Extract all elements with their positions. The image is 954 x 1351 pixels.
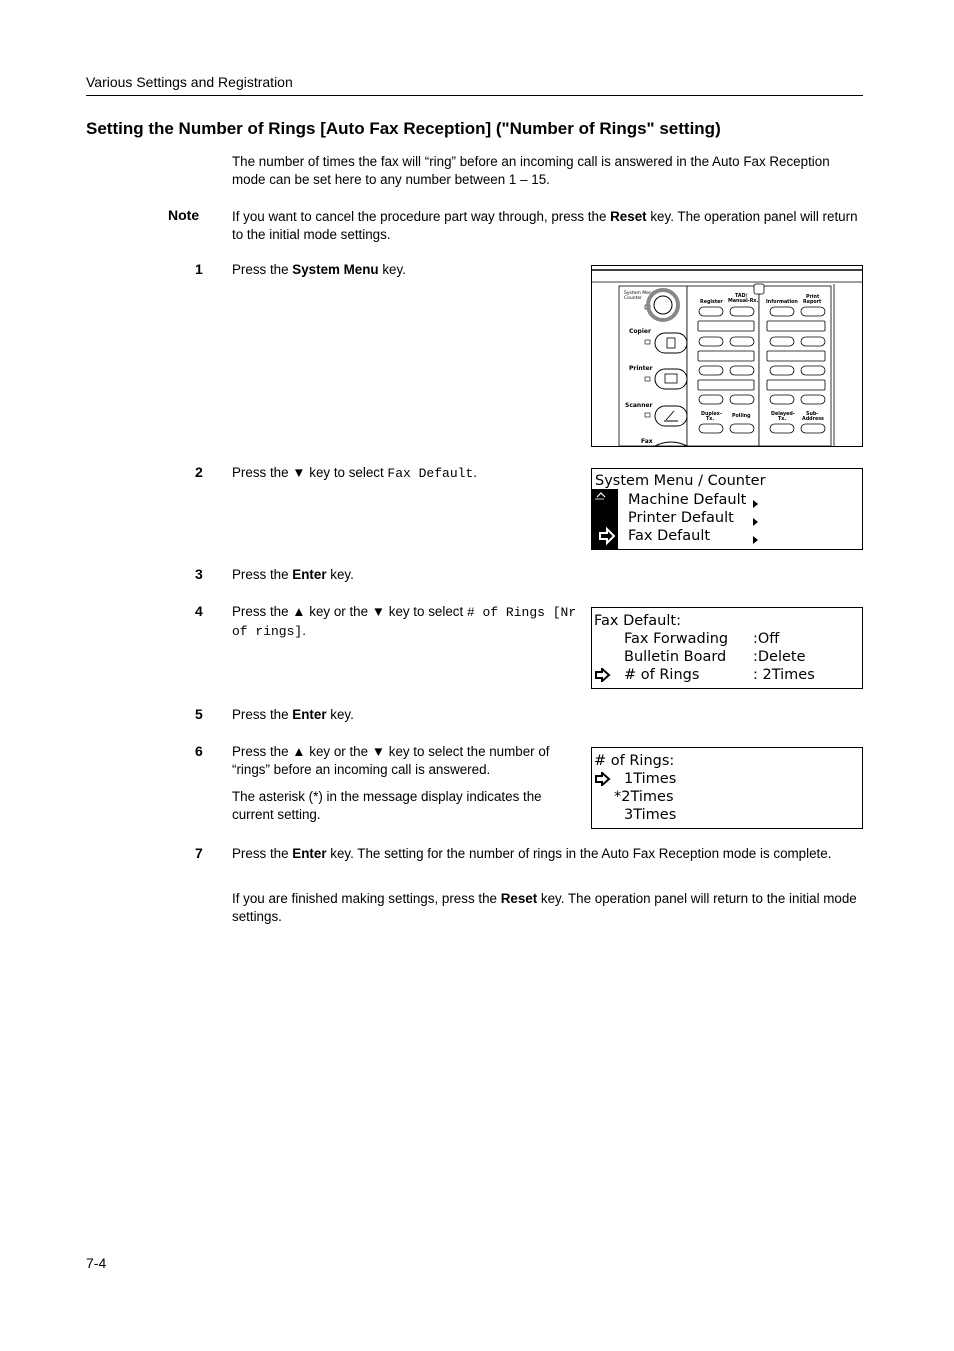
intro-paragraph: The number of times the fax will “ring” before an incoming call is answered in the Auto Fax Reception mode can be set here to any number between 1 – 15. xyxy=(232,154,830,187)
lcd3-title: # of Rings: xyxy=(594,753,675,769)
step-number-1: 1 xyxy=(195,261,203,277)
lcd1-item-machine-default: Machine Default xyxy=(628,492,747,508)
panel-system-menu-label: System Menu xyxy=(624,291,655,296)
step-6-note: The asterisk (*) in the message display indicates the current setting. xyxy=(232,789,542,822)
lcd3-option: 1Times xyxy=(624,771,677,787)
lcd1-item-printer-default: Printer Default xyxy=(628,510,734,526)
lcd2-row-label: # of Rings xyxy=(624,667,700,683)
svg-text:Address: Address xyxy=(802,417,824,422)
header-rule xyxy=(86,95,863,96)
lcd-display-fax-default xyxy=(591,607,863,689)
lcd2-row-value: : 2Times xyxy=(753,667,815,683)
lcd2-row-value: :Delete xyxy=(753,649,806,665)
step-number-2: 2 xyxy=(195,464,203,480)
lcd2-row-value: :Off xyxy=(753,631,780,647)
operation-panel-illustration xyxy=(591,265,863,447)
panel-copier-label: Copier xyxy=(629,328,651,335)
lcd3-option: 3Times xyxy=(624,807,677,823)
step-number-5: 5 xyxy=(195,706,203,722)
lcd-display-system-menu xyxy=(591,468,863,550)
panel-fax-label: Fax xyxy=(641,438,653,445)
svg-text:Delayed-: Delayed- xyxy=(771,412,795,417)
lcd1-selection-arrow-icon xyxy=(600,529,614,543)
page-number: 7-4 xyxy=(86,1255,107,1271)
step-7-note: If you are finished making settings, press the Reset key. The operation panel will return to the initial mode settings. xyxy=(232,891,857,924)
lcd1-scrollbar xyxy=(592,489,618,549)
lcd2-row-label: Fax Forwading xyxy=(624,631,729,647)
step-text-4: Press the ▲ key or the ▼ key to select # of Rings [Nr of rings]. xyxy=(232,604,577,639)
svg-text:TAD/: TAD/ xyxy=(735,294,748,299)
svg-text:Counter: Counter xyxy=(624,296,642,301)
note-text: If you want to cancel the procedure part way through, press the Reset key. The operation panel will return to the initial mode settings. xyxy=(232,209,858,242)
lcd1-submenu-arrow-icon xyxy=(753,518,758,526)
step-number-3: 3 xyxy=(195,566,203,582)
running-header: Various Settings and Registration xyxy=(86,74,293,90)
svg-text:Register: Register xyxy=(700,300,723,305)
step-text-6: Press the ▲ key or the ▼ key to select the number of “rings” before an incoming call is answered. xyxy=(232,744,550,777)
panel-printer-label: Printer xyxy=(629,365,653,372)
step-number-4: 4 xyxy=(195,603,203,619)
lcd2-title: Fax Default: xyxy=(594,613,681,629)
svg-text:Tx.: Tx. xyxy=(706,417,715,422)
panel-scanner-label: Scanner xyxy=(625,402,653,409)
lcd1-title: System Menu / Counter xyxy=(595,473,766,489)
lcd3-selection-arrow-icon xyxy=(595,772,611,786)
lcd1-submenu-arrow-icon xyxy=(753,536,758,544)
lcd1-item-fax-default: Fax Default xyxy=(628,528,711,544)
svg-text:Polling: Polling xyxy=(732,414,751,419)
step-text-2: Press the ▼ key to select Fax Default. xyxy=(232,465,477,481)
svg-text:Tx.: Tx. xyxy=(778,417,787,422)
section-title: Setting the Number of Rings [Auto Fax Reception] ("Number of Rings" setting) xyxy=(86,119,721,138)
lcd-display-number-of-rings xyxy=(591,747,863,829)
svg-text:Print: Print xyxy=(806,295,820,300)
step-text-1: Press the System Menu key. xyxy=(232,262,406,277)
lcd2-row-label: Bulletin Board xyxy=(624,649,727,665)
note-label: Note xyxy=(168,207,200,223)
svg-text:Report: Report xyxy=(803,300,822,305)
svg-text:Duplex-: Duplex- xyxy=(701,412,722,417)
step-text-7: Press the Enter key. The setting for the number of rings in the Auto Fax Reception mode is complete. xyxy=(232,846,832,861)
svg-text:Manual-Rx.: Manual-Rx. xyxy=(728,299,759,304)
lcd2-selection-arrow-icon xyxy=(595,668,611,682)
svg-text:Sub-: Sub- xyxy=(806,412,819,417)
step-number-7: 7 xyxy=(195,845,203,861)
step-text-5: Press the Enter key. xyxy=(232,707,354,722)
lcd3-option-current: *2Times xyxy=(614,789,674,805)
step-number-6: 6 xyxy=(195,743,203,759)
lcd1-submenu-arrow-icon xyxy=(753,500,758,508)
svg-text:Information: Information xyxy=(766,300,798,305)
step-text-3: Press the Enter key. xyxy=(232,567,354,582)
